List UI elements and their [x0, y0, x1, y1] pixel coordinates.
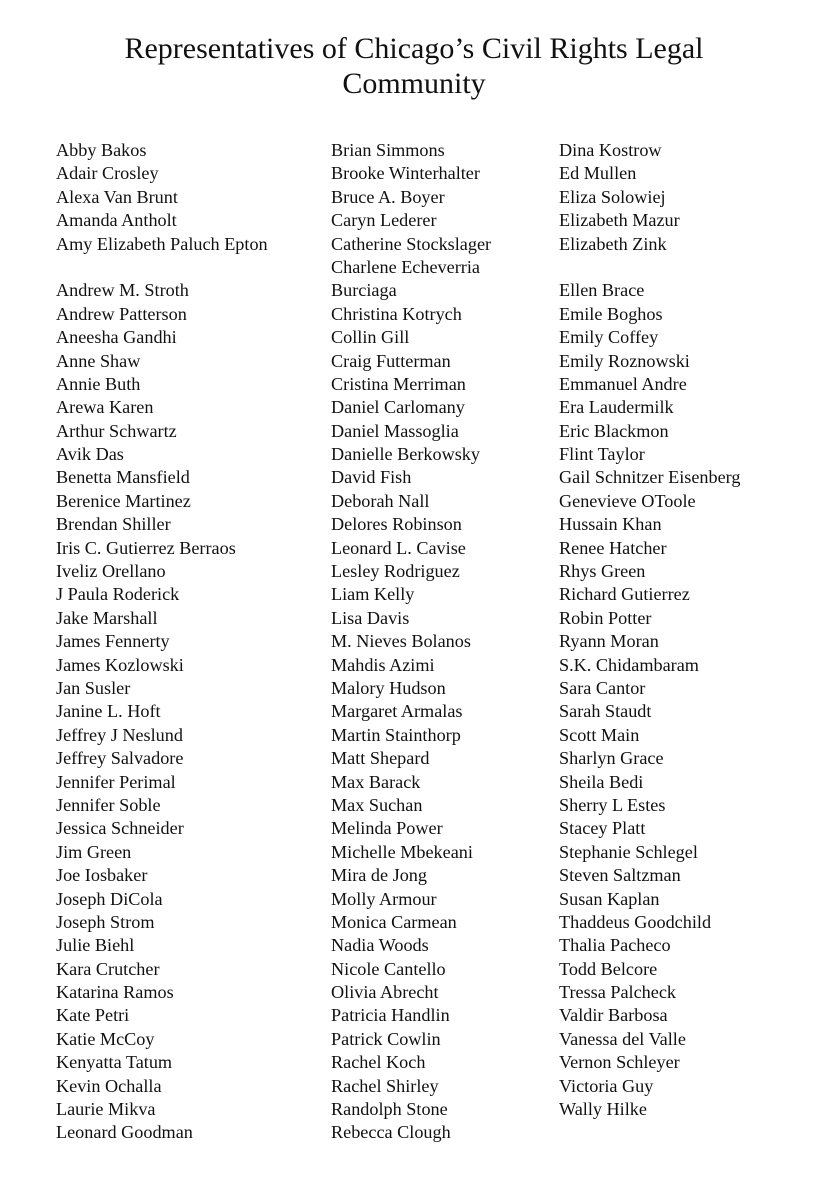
name-entry: Katarina Ramos: [56, 982, 174, 1003]
name-entry: Molly Armour: [331, 888, 437, 909]
name-entry: Joseph Strom: [56, 911, 155, 932]
name-entry: J Paula Roderick: [56, 584, 180, 605]
name-entry: Katie McCoy: [56, 1028, 155, 1049]
name-entry: Craig Futterman: [331, 350, 451, 371]
name-entry: S.K. Chidambaram: [559, 654, 699, 675]
name-entry: Danielle Berkowsky: [331, 444, 480, 465]
name-entry: Julie Biehl: [56, 935, 135, 956]
name-entry: Mahdis Azimi: [331, 654, 435, 675]
name-entry: Stacey Platt: [559, 818, 646, 839]
name-entry: Richard Gutierrez: [559, 584, 690, 605]
names-column-1: [56, 139, 268, 1145]
name-entry: Emily Coffey: [559, 327, 659, 348]
name-entry: Rachel Shirley: [331, 1075, 439, 1096]
name-entry: Emmanuel Andre: [559, 373, 687, 394]
name-entry: Adair Crosley: [56, 163, 159, 184]
name-entry: Max Barack: [331, 771, 421, 792]
name-entry: Olivia Abrecht: [331, 982, 439, 1003]
name-entry: Daniel Massoglia: [331, 420, 459, 441]
name-entry: Valdir Barbosa: [559, 1005, 668, 1026]
name-entry: Ed Mullen: [559, 163, 637, 184]
name-entry: Tressa Palcheck: [559, 982, 677, 1003]
name-entry: Jeffrey J Neslund: [56, 724, 183, 745]
name-entry: Ellen Brace: [559, 280, 645, 301]
name-entry: Sara Cantor: [559, 677, 646, 698]
name-entry: Christina Kotrych: [331, 303, 462, 324]
name-entry: Laurie Mikva: [56, 1099, 156, 1120]
name-entry: Collin Gill: [331, 327, 410, 348]
name-entry: Wally Hilke: [559, 1099, 647, 1120]
name-entry: James Kozlowski: [56, 654, 184, 675]
name-entry: Kate Petri: [56, 1005, 130, 1026]
name-entry: Jennifer Soble: [56, 794, 161, 815]
name-entry: Caryn Lederer: [331, 210, 437, 231]
name-entry: Avik Das: [56, 444, 124, 465]
name-entry: Burciaga: [331, 280, 397, 301]
name-entry: Kevin Ochalla: [56, 1075, 162, 1096]
name-entry: Jennifer Perimal: [56, 771, 176, 792]
name-entry: Victoria Guy: [559, 1075, 654, 1096]
name-entry: Brian Simmons: [331, 140, 445, 160]
name-entry: Eric Blackmon: [559, 420, 669, 441]
name-entry: Amy Elizabeth Paluch Epton: [56, 233, 268, 254]
name-entry: Jake Marshall: [56, 607, 158, 628]
name-entry: Martin Stainthorp: [331, 724, 461, 745]
name-entry: Aneesha Gandhi: [56, 327, 177, 348]
name-entry: Rhys Green: [559, 561, 646, 582]
name-entry: Leonard Goodman: [56, 1122, 193, 1143]
name-entry: Anne Shaw: [56, 350, 141, 371]
name-entry: Mira de Jong: [331, 865, 427, 886]
name-entry: Iris C. Gutierrez Berraos: [56, 537, 236, 558]
names-column-2: [331, 139, 491, 1145]
name-entry: Elizabeth Zink: [559, 233, 667, 254]
name-entry: Renee Hatcher: [559, 537, 667, 558]
name-entry: Todd Belcore: [559, 958, 658, 979]
name-entry: Eliza Solowiej: [559, 186, 666, 207]
name-entry: Robin Potter: [559, 607, 652, 628]
name-entry: Malory Hudson: [331, 677, 446, 698]
name-entry: Rebecca Clough: [331, 1122, 451, 1143]
name-entry: Emily Roznowski: [559, 350, 690, 371]
name-entry: Era Laudermilk: [559, 397, 674, 418]
name-entry: Thaddeus Goodchild: [559, 911, 712, 932]
name-entry: Arthur Schwartz: [56, 420, 177, 441]
name-entry: Benetta Mansfield: [56, 467, 190, 488]
name-entry: Lesley Rodriguez: [331, 561, 460, 582]
name-entry: Sherry L Estes: [559, 794, 666, 815]
name-entry: Andrew M. Stroth: [56, 280, 189, 301]
name-entry: Kenyatta Tatum: [56, 1052, 173, 1073]
name-entry: James Fennerty: [56, 631, 170, 652]
name-entry: Margaret Armalas: [331, 701, 463, 722]
name-entry: Joe Iosbaker: [56, 865, 148, 886]
name-entry: Jessica Schneider: [56, 818, 184, 839]
name-entry: Amanda Antholt: [56, 210, 177, 231]
list-spacer: [56, 256, 268, 279]
title-line-1: Representatives of Chicago’s Civil Rights Legal: [124, 32, 704, 65]
name-entry: David Fish: [331, 467, 412, 488]
name-entry: Monica Carmean: [331, 911, 457, 932]
name-entry: Patrick Cowlin: [331, 1028, 441, 1049]
name-entry: Jeffrey Salvadore: [56, 748, 184, 769]
name-entry: Iveliz Orellano: [56, 561, 166, 582]
title-line-2: Community: [342, 67, 486, 100]
name-entry: Rachel Koch: [331, 1052, 426, 1073]
name-entry: Vanessa del Valle: [559, 1028, 686, 1049]
name-entry: Cristina Merriman: [331, 373, 466, 394]
name-entry: Michelle Mbekeani: [331, 841, 473, 862]
name-entry: Patricia Handlin: [331, 1005, 450, 1026]
name-entry: Andrew Patterson: [56, 303, 187, 324]
name-entry: Charlene Echeverria: [331, 256, 480, 277]
names-column-3: [559, 139, 740, 1121]
name-entry: Jim Green: [56, 841, 132, 862]
page-title: [0, 31, 828, 101]
name-entry: Annie Buth: [56, 373, 141, 394]
name-entry: Vernon Schleyer: [559, 1052, 680, 1073]
name-entry: Gail Schnitzer Eisenberg: [559, 467, 741, 488]
name-entry: Kara Crutcher: [56, 958, 160, 979]
name-entry: Brooke Winterhalter: [331, 163, 480, 184]
name-entry: Delores Robinson: [331, 514, 462, 535]
name-entry: Leonard L. Cavise: [331, 537, 466, 558]
name-entry: Sharlyn Grace: [559, 748, 664, 769]
name-entry: Liam Kelly: [331, 584, 415, 605]
name-entry: Jan Susler: [56, 677, 131, 698]
name-entry: Flint Taylor: [559, 444, 645, 465]
name-entry: M. Nieves Bolanos: [331, 631, 471, 652]
name-entry: Catherine Stockslager: [331, 233, 492, 254]
name-entry: Nicole Cantello: [331, 958, 446, 979]
name-entry: Scott Main: [559, 724, 640, 745]
name-entry: Arewa Karen: [56, 397, 154, 418]
name-entry: Thalia Pacheco: [559, 935, 671, 956]
name-entry: Ryann Moran: [559, 631, 659, 652]
name-entry: Sheila Bedi: [559, 771, 644, 792]
name-entry: Janine L. Hoft: [56, 701, 161, 722]
name-entry: Genevieve OToole: [559, 490, 696, 511]
name-entry: Melinda Power: [331, 818, 443, 839]
name-entry: Dina Kostrow: [559, 140, 662, 160]
name-entry: Emile Boghos: [559, 303, 663, 324]
name-entry: Sarah Staudt: [559, 701, 652, 722]
name-entry: Hussain Khan: [559, 514, 662, 535]
name-entry: Randolph Stone: [331, 1099, 448, 1120]
name-entry: Bruce A. Boyer: [331, 186, 445, 207]
name-entry: Max Suchan: [331, 794, 423, 815]
name-entry: Steven Saltzman: [559, 865, 681, 886]
name-entry: Daniel Carlomany: [331, 397, 465, 418]
name-entry: Abby Bakos: [56, 140, 147, 160]
name-entry: Nadia Woods: [331, 935, 429, 956]
name-entry: Elizabeth Mazur: [559, 210, 680, 231]
name-entry: Joseph DiCola: [56, 888, 163, 909]
name-entry: Deborah Nall: [331, 490, 430, 511]
name-entry: Lisa Davis: [331, 607, 410, 628]
name-entry: Susan Kaplan: [559, 888, 660, 909]
name-entry: Stephanie Schlegel: [559, 841, 698, 862]
name-entry: Alexa Van Brunt: [56, 186, 178, 207]
name-entry: Matt Shepard: [331, 748, 430, 769]
name-entry: Berenice Martinez: [56, 490, 191, 511]
list-spacer: [559, 256, 740, 279]
name-entry: Brendan Shiller: [56, 514, 171, 535]
